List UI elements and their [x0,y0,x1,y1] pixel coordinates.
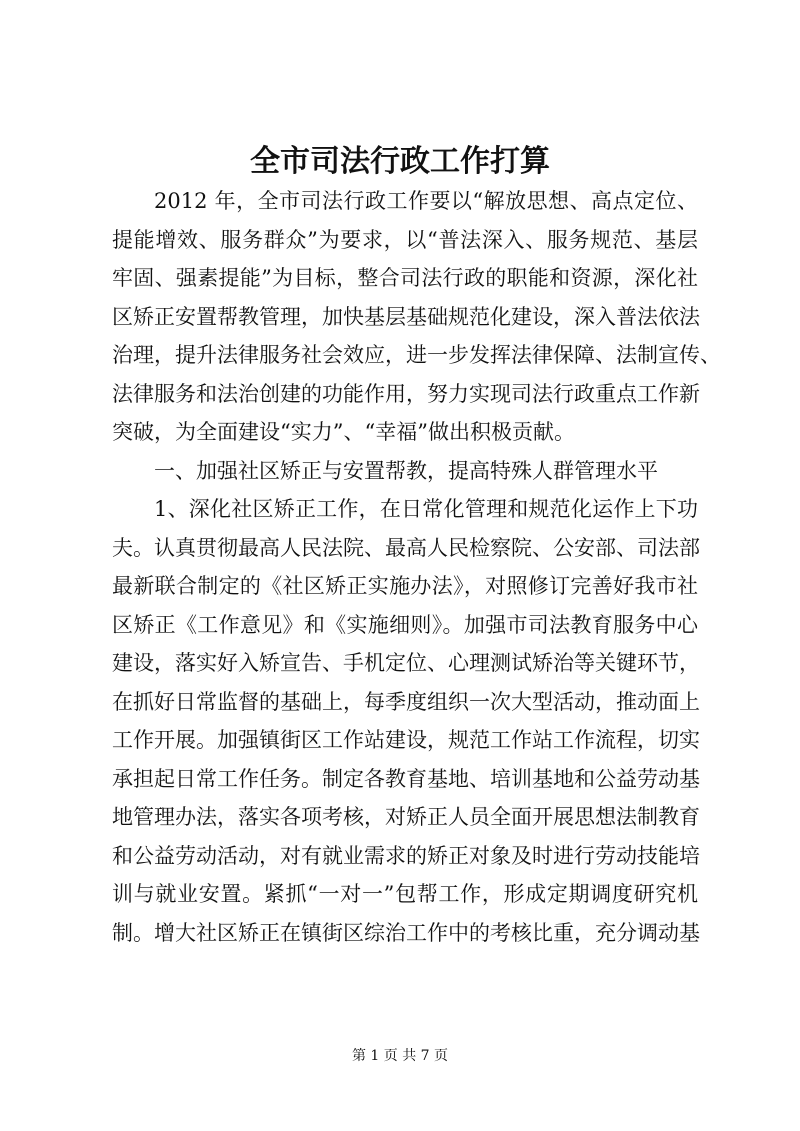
paragraph-line: 建设，落实好入矫宣告、手机定位、心理测试矫治等关键环节， [112,651,700,675]
paragraph-line: 训与就业安置。紧抓“一对一”包帮工作，形成定期调度研究机 [112,882,698,906]
paragraph-line: 法律服务和法治创建的功能作用，努力实现司法行政重点工作新 [112,381,700,406]
paragraph-line: 突破，为全面建设“实力”、“幸福”做出积极贡献。 [112,420,575,444]
paragraph-line: 提能增效、服务群众”为要求，以“普法深入、服务规范、基层 [112,227,698,252]
paragraph-line: 牢固、强素提能”为目标，整合司法行政的职能和资源，深化社 [112,266,698,290]
paragraph-line: 区矫正安置帮教管理，加快基层基础规范化建设，深入普法依法 [112,304,700,329]
document-title: 全市司法行政工作打算 [250,144,550,179]
section-heading: 一、加强社区矫正与安置帮教，提高特殊人群管理水平 [154,458,658,483]
paragraph-line: 在抓好日常监督的基础上，每季度组织一次大型活动，推动面上 [112,689,700,714]
paragraph-line: 和公益劳动活动，对有就业需求的矫正对象及时进行劳动技能培 [112,843,700,868]
paragraph-line: 2012 年，全市司法行政工作要以“解放思想、高点定位、 [154,189,698,213]
paragraph-line: 承担起日常工作任务。制定各教育基地、培训基地和公益劳动基 [112,766,700,791]
paragraph-line: 地管理办法，落实各项考核，对矫正人员全面开展思想法制教育 [112,805,700,829]
paragraph-line: 区矫正《工作意见》和《实施细则》。加强市司法教育服务中心 [112,612,698,637]
paragraph-line: 最新联合制定的《社区矫正实施办法》，对照修订完善好我市社 [112,574,698,598]
paragraph-line: 治理，提升法律服务社会效应，进一步发挥法律保障、法制宣传、 [112,343,721,367]
document-body [112,182,721,952]
page-footer: 第 1 页 共 7 页 [351,1048,449,1064]
paragraph-line: 工作开展。加强镇街区工作站建设，规范工作站工作流程，切实 [112,728,700,752]
paragraph-line: 制。增大社区矫正在镇街区综治工作中的考核比重，充分调动基 [112,920,700,945]
paragraph-line: 1、深化社区矫正工作，在日常化管理和规范化运作上下功 [154,497,698,521]
paragraph-line: 夫。认真贯彻最高人民法院、最高人民检察院、公安部、司法部 [112,535,700,560]
